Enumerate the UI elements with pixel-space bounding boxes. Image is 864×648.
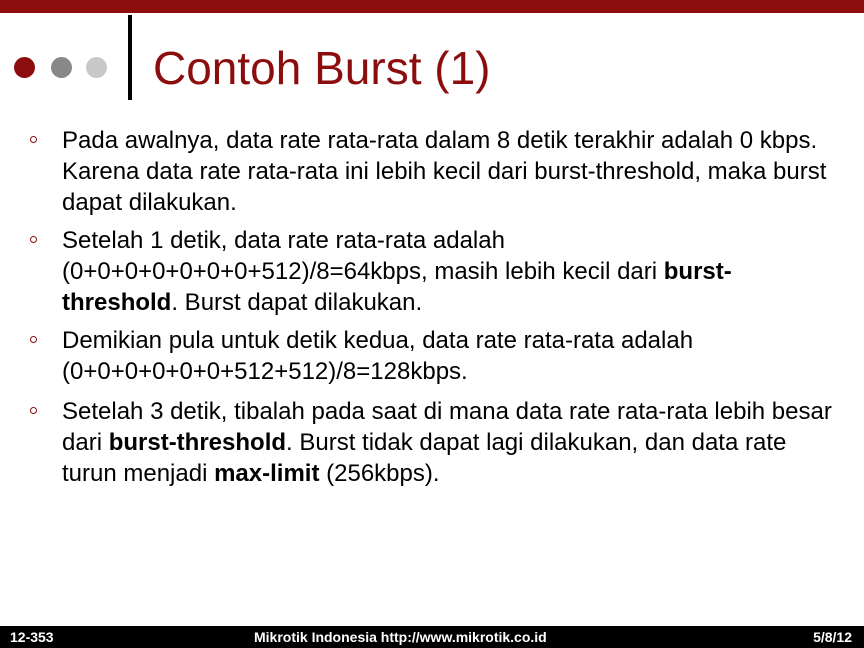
dot-light-gray	[86, 57, 107, 78]
dot-dark-red	[14, 57, 35, 78]
bullet-text-segment: Pada awalnya, data rate rata-rata dalam 8 detik terakhir adalah 0 kbps. Karena data rate rata-rata ini lebih kecil dari burst-threshold, maka burst dapat dilakukan.	[62, 127, 827, 216]
footer-bar	[0, 626, 864, 648]
bullet-text-bold: max-limit	[214, 460, 320, 487]
bullet-circle-icon	[30, 236, 37, 243]
bullet-text-bold: burst-threshold	[108, 429, 287, 456]
footer-slide-code: 12-353	[10, 629, 54, 645]
bullet-text-segment: (256kbps).	[319, 460, 440, 487]
bullet-text-bold: burst-threshold	[62, 258, 732, 316]
bullet-text-segment: Demikian pula untuk detik kedua, data rate rata-rata adalah (0+0+0+0+0+0+512+512)/8=128kbps.	[62, 327, 694, 385]
bullet-circle-icon	[30, 336, 37, 343]
slide-title: Contoh Burst (1)	[153, 42, 491, 94]
bullet-text-segment: . Burst tidak dapat lagi dilakukan, dan data rate turun menjadi	[62, 429, 787, 487]
bullet-text	[62, 325, 842, 387]
footer-date: 5/8/12	[813, 629, 852, 645]
dot-gray	[51, 57, 72, 78]
footer-organization: Mikrotik Indonesia http://www.mikrotik.co.id	[254, 629, 547, 645]
bullet-circle-icon	[30, 136, 37, 143]
bullet-text	[62, 396, 842, 489]
bullet-text	[62, 225, 842, 318]
top-accent-bar	[0, 0, 864, 13]
bullet-text-segment: Setelah 3 detik, tibalah pada saat di mana data rate rata-rata lebih besar dari	[62, 398, 832, 456]
bullet-circle-icon	[30, 407, 37, 414]
bullet-text	[62, 125, 842, 218]
bullet-text-segment: . Burst dapat dilakukan.	[171, 289, 423, 316]
bullet-text-segment: Setelah 1 detik, data rate rata-rata adalah (0+0+0+0+0+0+0+512)/8=64kbps, masih lebih kecil dari	[62, 227, 664, 285]
title-divider	[128, 15, 132, 100]
